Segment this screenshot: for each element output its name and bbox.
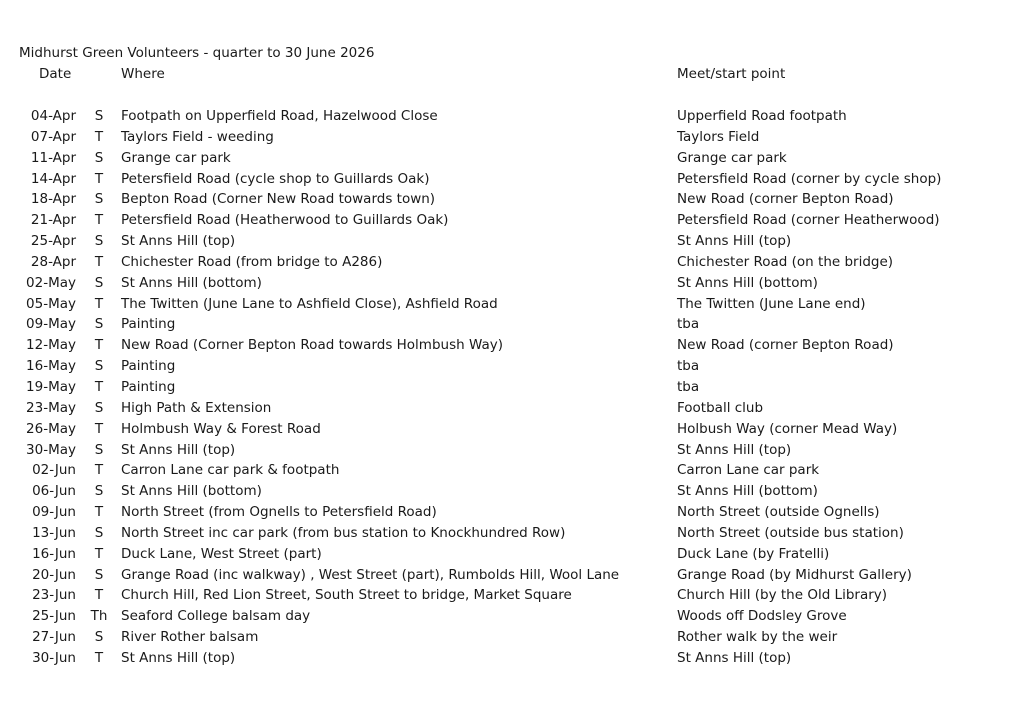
table-row <box>0 127 1024 148</box>
column-header-where: Where <box>121 66 165 82</box>
where-cell: Petersfield Road (Heatherwood to Guillards Oak) <box>121 212 449 229</box>
table-row <box>0 440 1024 461</box>
date-cell: 23-May <box>26 399 76 416</box>
date-cell: 28-Apr <box>30 253 76 270</box>
day-cell: S <box>94 108 104 124</box>
date-cell: 12-May <box>26 337 76 354</box>
meet-point-cell: St Anns Hill (top) <box>677 233 792 250</box>
date-cell: 04-Apr <box>30 108 76 124</box>
date-cell: 06-Jun <box>32 483 76 500</box>
table-row <box>0 210 1024 231</box>
day-cell: T <box>94 212 104 229</box>
meet-point-cell: Upperfield Road footpath <box>677 108 847 124</box>
day-cell: Th <box>90 608 108 625</box>
meet-point-cell: St Anns Hill (bottom) <box>677 274 818 291</box>
table-row <box>0 148 1024 169</box>
where-cell: New Road (Corner Bepton Road towards Holmbush Way) <box>121 337 503 354</box>
table-row <box>0 252 1024 273</box>
where-cell: Grange car park <box>121 149 231 166</box>
where-cell: Petersfield Road (cycle shop to Guillards Oak) <box>121 170 430 187</box>
table-row <box>0 502 1024 523</box>
where-cell: The Twitten (June Lane to Ashfield Close), Ashfield Road <box>121 295 498 312</box>
meet-point-cell: tba <box>677 378 700 395</box>
where-cell: St Anns Hill (bottom) <box>121 274 262 291</box>
date-cell: 16-May <box>26 358 76 375</box>
date-cell: 16-Jun <box>32 545 76 562</box>
date-cell: 30-Jun <box>32 649 76 666</box>
where-cell: St Anns Hill (top) <box>121 649 236 666</box>
day-cell: S <box>94 399 104 416</box>
day-cell: T <box>94 337 104 354</box>
day-cell: S <box>94 566 104 583</box>
table-row <box>0 419 1024 440</box>
day-cell: S <box>94 149 104 166</box>
where-cell: Painting <box>121 358 176 375</box>
where-cell: Painting <box>121 316 176 333</box>
date-cell: 25-Apr <box>30 233 76 250</box>
meet-point-cell: New Road (corner Bepton Road) <box>677 191 894 208</box>
table-row <box>0 335 1024 356</box>
table-row <box>0 460 1024 481</box>
date-cell: 21-Apr <box>30 212 76 229</box>
where-cell: River Rother balsam <box>121 629 259 646</box>
date-cell: 25-Jun <box>32 608 76 625</box>
day-cell: S <box>94 233 104 250</box>
meet-point-cell: Petersfield Road (corner Heatherwood) <box>677 212 940 229</box>
table-row <box>0 398 1024 419</box>
day-cell: S <box>94 629 104 646</box>
day-cell: T <box>94 649 104 666</box>
where-cell: Grange Road (inc walkway) , West Street (part), Rumbolds Hill, Wool Lane <box>121 566 620 583</box>
table-row <box>0 544 1024 565</box>
table-row <box>0 314 1024 335</box>
table-row <box>0 565 1024 586</box>
day-cell: S <box>94 316 104 333</box>
meet-point-cell: Football club <box>677 399 764 416</box>
day-cell: S <box>94 483 104 500</box>
meet-point-cell: Holbush Way (corner Mead Way) <box>677 420 898 437</box>
where-cell: Footpath on Upperfield Road, Hazelwood Close <box>121 108 438 124</box>
meet-point-cell: tba <box>677 316 700 333</box>
where-cell: Church Hill, Red Lion Street, South Street to bridge, Market Square <box>121 587 572 604</box>
where-cell: Seaford College balsam day <box>121 608 311 625</box>
meet-point-cell: Grange car park <box>677 149 787 166</box>
where-cell: St Anns Hill (bottom) <box>121 483 262 500</box>
meet-point-cell: Petersfield Road (corner by cycle shop) <box>677 170 942 187</box>
day-cell: T <box>94 128 104 145</box>
meet-point-cell: North Street (outside Ognells) <box>677 504 880 521</box>
page-title: Midhurst Green Volunteers - quarter to 30 June 2026 <box>19 45 375 61</box>
meet-point-cell: St Anns Hill (bottom) <box>677 483 818 500</box>
day-cell: T <box>94 462 104 479</box>
table-row <box>0 523 1024 544</box>
where-cell: Carron Lane car park & footpath <box>121 462 340 479</box>
table-row <box>0 273 1024 294</box>
meet-point-cell: Rother walk by the weir <box>677 629 838 646</box>
where-cell: Painting <box>121 378 176 395</box>
date-cell: 02-Jun <box>32 462 76 479</box>
date-cell: 07-Apr <box>30 128 76 145</box>
date-cell: 18-Apr <box>30 191 76 208</box>
where-cell: Taylors Field - weeding <box>121 128 274 145</box>
where-cell: Chichester Road (from bridge to A286) <box>121 253 383 270</box>
date-cell: 09-Jun <box>32 504 76 521</box>
where-cell: North Street (from Ognells to Petersfield Road) <box>121 504 437 521</box>
table-row <box>0 481 1024 502</box>
day-cell: T <box>94 587 104 604</box>
day-cell: T <box>94 253 104 270</box>
where-cell: High Path & Extension <box>121 399 272 416</box>
date-cell: 11-Apr <box>30 149 76 166</box>
meet-point-cell: St Anns Hill (top) <box>677 441 792 458</box>
meet-point-cell: Woods off Dodsley Grove <box>677 608 847 625</box>
table-row <box>0 356 1024 377</box>
meet-point-cell: Carron Lane car park <box>677 462 820 479</box>
meet-point-cell: tba <box>677 358 700 375</box>
day-cell: T <box>94 378 104 395</box>
where-cell: Holmbush Way & Forest Road <box>121 420 321 437</box>
table-row <box>0 606 1024 627</box>
meet-point-cell: Chichester Road (on the bridge) <box>677 253 894 270</box>
day-cell: S <box>94 441 104 458</box>
table-row <box>0 189 1024 210</box>
meet-point-cell: St Anns Hill (top) <box>677 649 792 666</box>
day-cell: T <box>94 170 104 187</box>
column-header-date: Date <box>39 66 72 82</box>
meet-point-cell: Grange Road (by Midhurst Gallery) <box>677 566 912 583</box>
meet-point-cell: North Street (outside bus station) <box>677 524 904 541</box>
table-row <box>0 627 1024 648</box>
meet-point-cell: Duck Lane (by Fratelli) <box>677 545 830 562</box>
date-cell: 02-May <box>26 274 76 291</box>
table-row <box>0 294 1024 315</box>
date-cell: 14-Apr <box>30 170 76 187</box>
date-cell: 26-May <box>26 420 76 437</box>
day-cell: T <box>94 545 104 562</box>
table-row <box>0 231 1024 252</box>
meet-point-cell: Taylors Field <box>677 128 760 145</box>
date-cell: 05-May <box>26 295 76 312</box>
day-cell: S <box>94 358 104 375</box>
where-cell: North Street inc car park (from bus station to Knockhundred Row) <box>121 524 566 541</box>
where-cell: Duck Lane, West Street (part) <box>121 545 322 562</box>
where-cell: Bepton Road (Corner New Road towards town) <box>121 191 436 208</box>
table-row <box>0 377 1024 398</box>
column-header-meet: Meet/start point <box>677 66 786 82</box>
date-cell: 19-May <box>26 378 76 395</box>
date-cell: 09-May <box>26 316 76 333</box>
date-cell: 13-Jun <box>32 524 76 541</box>
meet-point-cell: Church Hill (by the Old Library) <box>677 587 888 604</box>
day-cell: T <box>94 504 104 521</box>
date-cell: 27-Jun <box>32 629 76 646</box>
table-row <box>0 106 1024 127</box>
table-row <box>0 648 1024 669</box>
where-cell: St Anns Hill (top) <box>121 441 236 458</box>
day-cell: S <box>94 524 104 541</box>
meet-point-cell: New Road (corner Bepton Road) <box>677 337 894 354</box>
date-cell: 20-Jun <box>32 566 76 583</box>
day-cell: T <box>94 420 104 437</box>
table-row <box>0 585 1024 606</box>
table-row <box>0 169 1024 190</box>
day-cell: T <box>94 295 104 312</box>
date-cell: 23-Jun <box>32 587 76 604</box>
day-cell: S <box>94 274 104 291</box>
schedule-table <box>0 106 1024 669</box>
day-cell: S <box>94 191 104 208</box>
meet-point-cell: The Twitten (June Lane end) <box>677 295 866 312</box>
where-cell: St Anns Hill (top) <box>121 233 236 250</box>
date-cell: 30-May <box>26 441 76 458</box>
